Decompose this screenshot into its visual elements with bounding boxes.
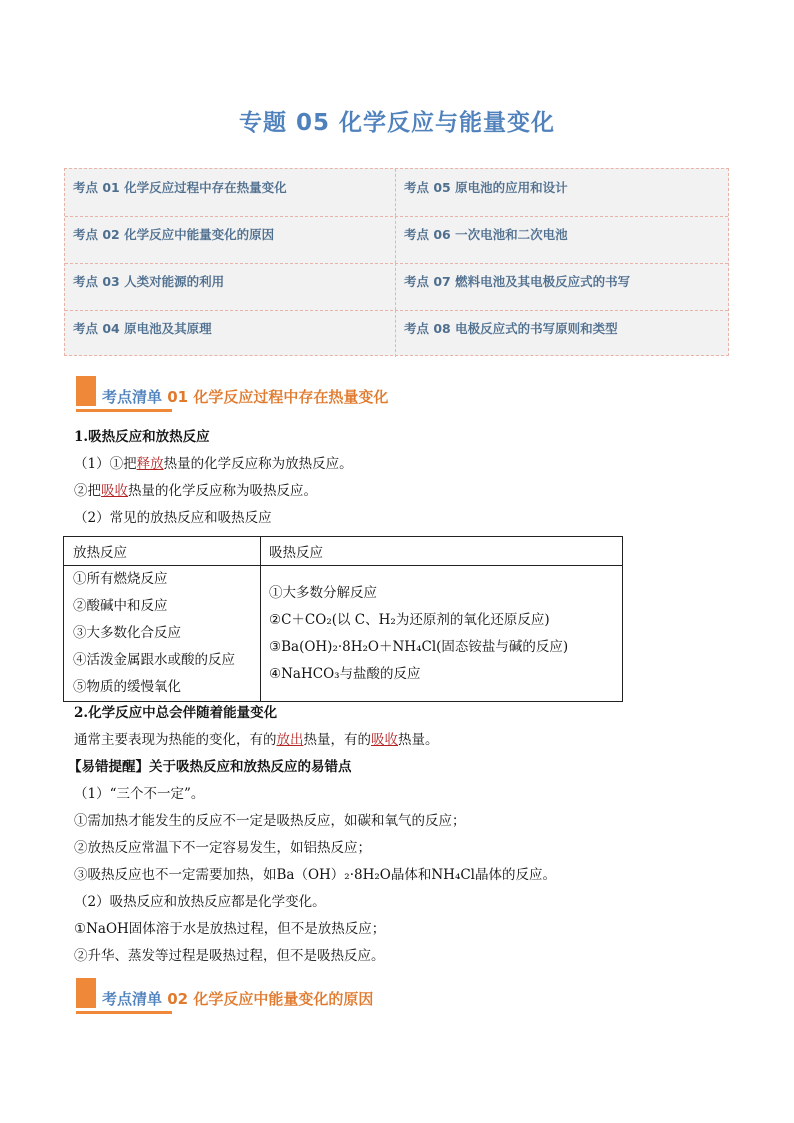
section-marker-icon <box>76 376 96 406</box>
topic-link-03[interactable]: 考点 03 人类对能源的利用 <box>65 263 396 310</box>
endothermic-item: ①大多数分解反应 <box>269 585 377 601</box>
section-title: 化学反应中能量变化的原因 <box>193 990 374 1008</box>
text: 热量的化学反应称为放热反应。 <box>163 456 353 472</box>
topic-row <box>65 216 728 264</box>
text: 热量，有的 <box>303 732 371 748</box>
topic-link-04[interactable]: 考点 04 原电池及其原理 <box>65 310 396 357</box>
topic-link-05[interactable]: 考点 05 原电池的应用和设计 <box>404 180 568 195</box>
body-line: ①需加热才能发生的反应不一定是吸热反应，如碳和氧气的反应； <box>74 813 466 829</box>
exothermic-item: ④活泼金属跟水或酸的反应 <box>73 652 235 668</box>
endothermic-item: ④NaHCO₃与盐酸的反应 <box>269 666 421 682</box>
endothermic-item: ②C＋CO₂(以 C、H₂为还原剂的氧化还原反应) <box>269 612 550 628</box>
text: ②把 <box>74 483 101 499</box>
body-line: ②升华、蒸发等过程是吸热过程，但不是吸热反应。 <box>74 948 385 964</box>
answer-blank: 吸收 <box>101 483 128 499</box>
body-line: （2）常见的放热反应和吸热反应 <box>74 510 272 526</box>
body-line <box>74 455 353 473</box>
answer-blank: 释放 <box>136 456 164 472</box>
topic-row <box>65 169 728 217</box>
table-header-endothermic: 吸热反应 <box>269 545 323 561</box>
body-line: ①NaOH固体溶于水是放热过程，但不是放热反应； <box>74 921 386 937</box>
section-marker-icon <box>76 978 96 1008</box>
topic-link-08[interactable]: 考点 08 电极反应式的书写原则和类型 <box>404 321 618 336</box>
topic-row <box>65 263 728 311</box>
subheading: 2.化学反应中总会伴随着能量变化 <box>74 705 278 721</box>
section-prefix: 考点清单 <box>102 388 163 406</box>
table-divider <box>260 537 261 701</box>
section-title: 化学反应过程中存在热量变化 <box>193 388 389 406</box>
text: 通常主要表现为热能的变化，有的 <box>74 732 277 748</box>
topic-row <box>65 310 728 357</box>
text: （1）①把 <box>74 456 137 472</box>
tip-heading: 【易错提醒】关于吸热反应和放热反应的易错点 <box>68 759 352 775</box>
section-number: 01 <box>162 388 194 406</box>
answer-blank: 吸收 <box>371 732 398 748</box>
reaction-table <box>63 536 623 702</box>
body-line: ②放热反应常温下不一定容易发生，如铝热反应； <box>74 840 371 856</box>
topic-table <box>64 168 729 356</box>
endothermic-item: ③Ba(OH)₂·8H₂O＋NH₄Cl(固态铵盐与碱的反应) <box>269 639 569 655</box>
topic-link-06[interactable]: 考点 06 一次电池和二次电池 <box>404 227 568 242</box>
topic-link-01[interactable]: 考点 01 化学反应过程中存在热量变化 <box>65 169 396 216</box>
exothermic-item: ⑤物质的缓慢氧化 <box>73 679 181 695</box>
body-line: （2）吸热反应和放热反应都是化学变化。 <box>74 894 326 910</box>
section-prefix: 考点清单 <box>102 990 163 1008</box>
exothermic-item: ③大多数化合反应 <box>73 625 181 641</box>
body-line <box>74 731 439 749</box>
text: 热量的化学反应称为吸热反应。 <box>128 483 317 499</box>
page-title: 专题 05 化学反应与能量变化 <box>238 110 556 136</box>
table-header-exothermic: 放热反应 <box>73 545 127 561</box>
text: 热量。 <box>398 732 439 748</box>
section-number: 02 <box>162 990 194 1008</box>
section-underline <box>76 1011 172 1014</box>
topic-link-02[interactable]: 考点 02 化学反应中能量变化的原因 <box>65 216 396 263</box>
topic-link-07[interactable]: 考点 07 燃料电池及其电极反应式的书写 <box>404 274 631 289</box>
exothermic-item: ②酸碱中和反应 <box>73 598 168 614</box>
exothermic-item: ①所有燃烧反应 <box>73 571 168 587</box>
section-underline <box>76 409 172 412</box>
body-line <box>74 482 317 500</box>
answer-blank: 放出 <box>276 732 304 748</box>
table-header-row <box>64 537 622 566</box>
body-line: ③吸热反应也不一定需要加热，如Ba（OH）₂·8H₂O晶体和NH₄Cl晶体的反应。 <box>74 867 556 883</box>
subheading: 1.吸热反应和放热反应 <box>74 429 210 445</box>
body-line: （1）“三个不一定”。 <box>74 786 205 802</box>
